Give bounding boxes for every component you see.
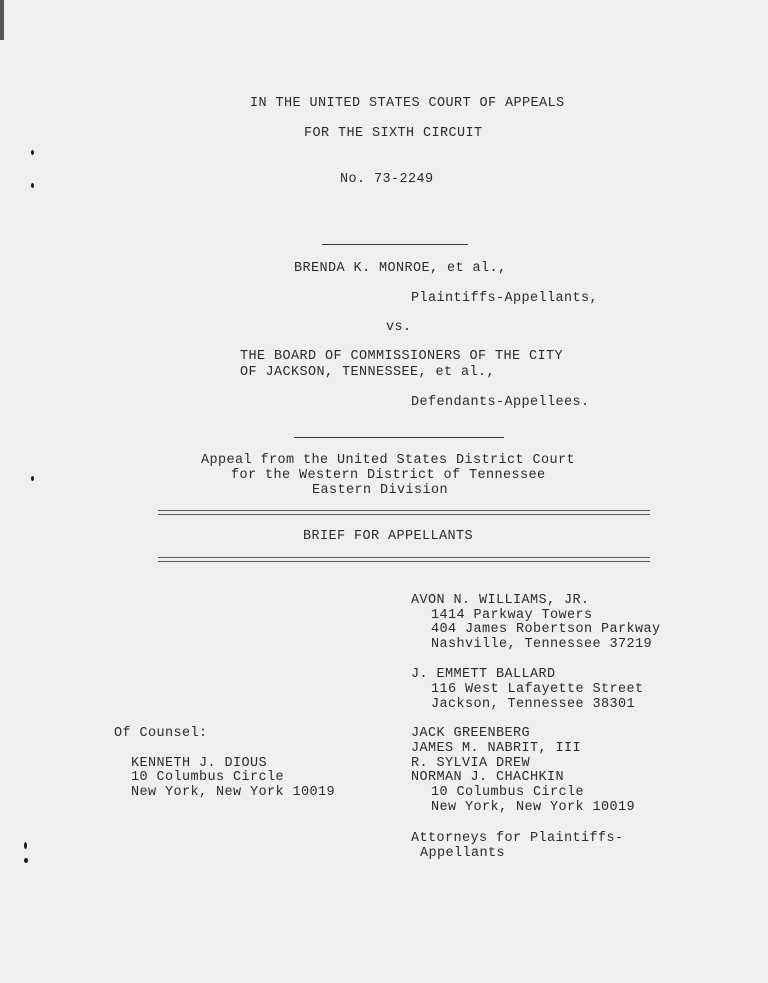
counsel-addr1: 10 Columbus Circle xyxy=(131,770,285,785)
divider-rule xyxy=(294,437,504,438)
attorney-ballard-addr1: 116 West Lafayette Street xyxy=(431,682,644,697)
attorney-ballard-name: J. EMMETT BALLARD xyxy=(411,667,556,682)
plaintiff-name: BRENDA K. MONROE, et al., xyxy=(294,261,507,276)
scan-speck xyxy=(31,150,34,155)
attorney-williams-addr2: 404 James Robertson Parkway xyxy=(431,622,661,637)
plaintiff-role: Plaintiffs-Appellants, xyxy=(411,291,599,306)
appeal-line3: Eastern Division xyxy=(312,483,449,498)
counsel-heading: Of Counsel: xyxy=(114,726,208,741)
attorney-greenberg-name: JACK GREENBERG xyxy=(411,726,531,741)
defendant-role: Defendants-Appellees. xyxy=(411,395,590,410)
divider-rule xyxy=(322,244,468,245)
scan-speck xyxy=(24,858,28,863)
attorney-ballard-addr2: Jackson, Tennessee 38301 xyxy=(431,697,636,712)
brief-title: BRIEF FOR APPELLANTS xyxy=(303,529,474,544)
attorney-williams-addr1: 1414 Parkway Towers xyxy=(431,608,593,623)
attorneys-role-line2: Appellants xyxy=(420,846,506,861)
appeal-line1: Appeal from the United States District Court xyxy=(201,453,576,468)
scan-speck xyxy=(24,842,27,849)
versus-label: vs. xyxy=(386,320,412,335)
scan-speck xyxy=(31,183,34,188)
court-name-line1: IN THE UNITED STATES COURT OF APPEALS xyxy=(250,96,565,111)
defendant-name-line1: THE BOARD OF COMMISSIONERS OF THE CITY xyxy=(240,349,564,364)
attorney-group-addr1: 10 Columbus Circle xyxy=(431,785,585,800)
case-number: No. 73-2249 xyxy=(340,172,434,187)
double-rule-bottom xyxy=(158,557,650,562)
attorneys-role-line1: Attorneys for Plaintiffs- xyxy=(411,831,624,846)
scan-speck xyxy=(31,476,34,481)
counsel-addr2: New York, New York 10019 xyxy=(131,785,336,800)
double-rule-top xyxy=(158,510,650,515)
defendant-name-line2: OF JACKSON, TENNESSEE, et al., xyxy=(240,365,496,380)
attorney-chachkin-name: NORMAN J. CHACHKIN xyxy=(411,770,565,785)
attorney-group-addr2: New York, New York 10019 xyxy=(431,800,636,815)
court-name-line2: FOR THE SIXTH CIRCUIT xyxy=(304,126,483,141)
appeal-line2: for the Western District of Tennessee xyxy=(231,468,546,483)
attorney-drew-name: R. SYLVIA DREW xyxy=(411,756,531,771)
attorney-williams-addr3: Nashville, Tennessee 37219 xyxy=(431,637,653,652)
attorney-nabrit-name: JAMES M. NABRIT, III xyxy=(411,741,582,756)
scan-edge-mark xyxy=(0,0,4,40)
attorney-williams-name: AVON N. WILLIAMS, JR. xyxy=(411,593,590,608)
counsel-name: KENNETH J. DIOUS xyxy=(131,756,268,771)
